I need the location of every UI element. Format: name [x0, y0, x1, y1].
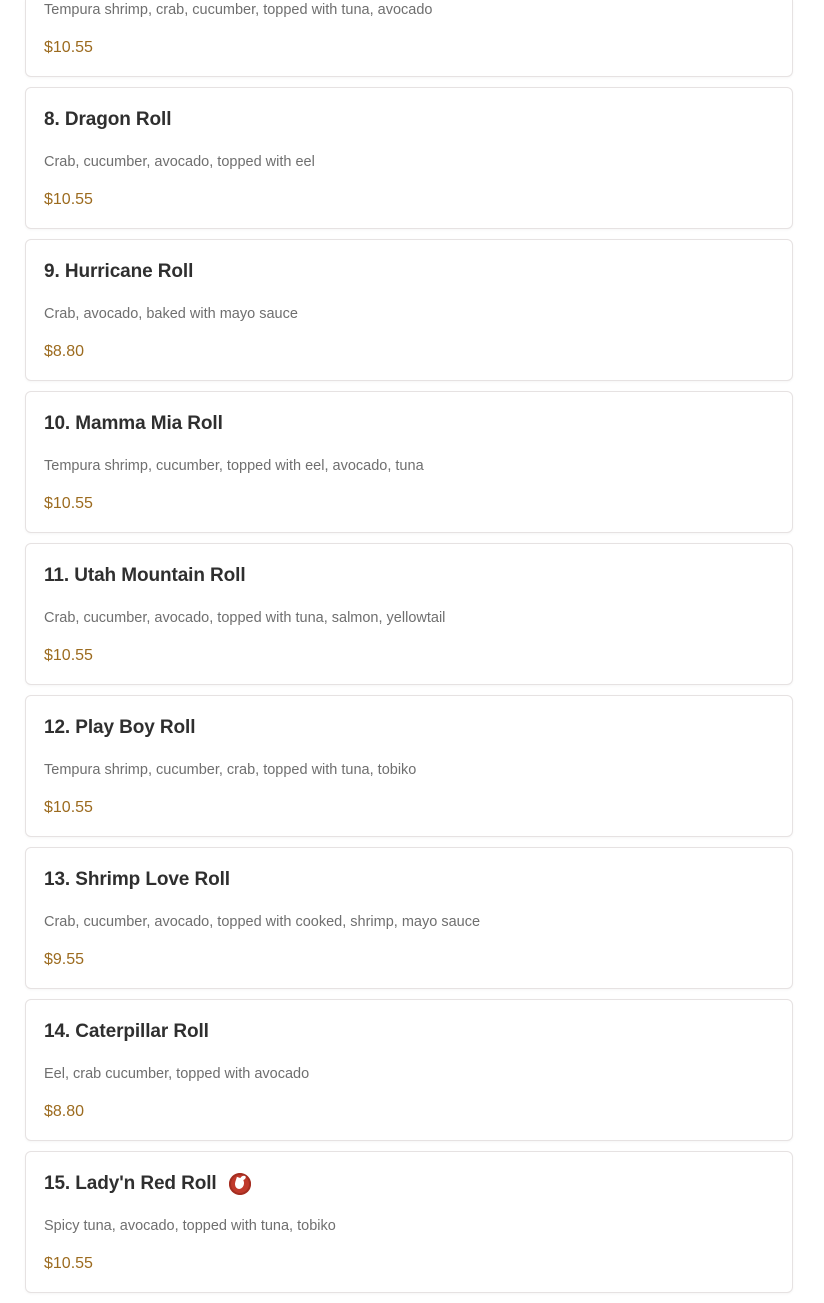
menu-item-price: $10.55: [44, 495, 93, 512]
menu-item-name: 8. Dragon Roll: [44, 109, 172, 130]
menu-item-card[interactable]: [25, 391, 793, 533]
menu-item-name: 15. Lady'n Red Roll: [44, 1173, 217, 1194]
menu-item-name: 11. Utah Mountain Roll: [44, 565, 246, 586]
menu-item-card[interactable]: [25, 999, 793, 1141]
menu-item-name: 14. Caterpillar Roll: [44, 1021, 209, 1042]
menu-item-description: Eel, crab cucumber, topped with avocado: [44, 1066, 310, 1082]
menu-item-description: Crab, cucumber, avocado, topped with eel: [44, 154, 315, 170]
menu-item-name: 9. Hurricane Roll: [44, 261, 194, 282]
menu-item-title: [44, 716, 774, 740]
menu-item-card[interactable]: [25, 847, 793, 989]
menu-item-price: $10.55: [44, 647, 93, 664]
menu-item-price: $8.80: [44, 1103, 85, 1120]
menu-item-description: Tempura shrimp, crab, cucumber, topped with tuna, avocado: [44, 2, 433, 18]
menu-item-card[interactable]: [25, 1151, 793, 1293]
menu-item-description: Crab, cucumber, avocado, topped with cooked, shrimp, mayo sauce: [44, 914, 481, 930]
menu-item-description: Spicy tuna, avocado, topped with tuna, tobiko: [44, 1218, 336, 1234]
spicy-pepper-icon: [229, 1173, 251, 1195]
menu-item-title: [44, 412, 774, 436]
menu-item-title: [44, 564, 774, 588]
menu-item-card[interactable]: [25, 0, 793, 77]
menu-item-name: 10. Mamma Mia Roll: [44, 413, 223, 434]
menu-item-price: $8.80: [44, 343, 85, 360]
menu-item-card[interactable]: [25, 239, 793, 381]
menu-item-price: $9.55: [44, 951, 85, 968]
menu-item-price: $10.55: [44, 39, 93, 56]
menu-item-description: Tempura shrimp, cucumber, topped with eel, avocado, tuna: [44, 458, 424, 474]
menu-item-description: Crab, cucumber, avocado, topped with tuna, salmon, yellowtail: [44, 610, 446, 626]
menu-item-title: [44, 260, 774, 284]
menu-item-card[interactable]: [25, 695, 793, 837]
menu-item-title: [44, 108, 774, 132]
menu-item-title: [44, 868, 774, 892]
menu-item-card[interactable]: [25, 87, 793, 229]
menu-item-price: $10.55: [44, 1255, 93, 1272]
menu-item-title: [44, 1172, 774, 1196]
menu-item-price: $10.55: [44, 191, 93, 208]
menu-item-name: 12. Play Boy Roll: [44, 717, 196, 738]
menu-item-price: $10.55: [44, 799, 93, 816]
menu-item-description: Tempura shrimp, cucumber, crab, topped with tuna, tobiko: [44, 762, 417, 778]
menu-item-name: 13. Shrimp Love Roll: [44, 869, 230, 890]
menu-item-card[interactable]: [25, 543, 793, 685]
menu-item-description: Crab, avocado, baked with mayo sauce: [44, 306, 298, 322]
menu-item-title: [44, 1020, 774, 1044]
